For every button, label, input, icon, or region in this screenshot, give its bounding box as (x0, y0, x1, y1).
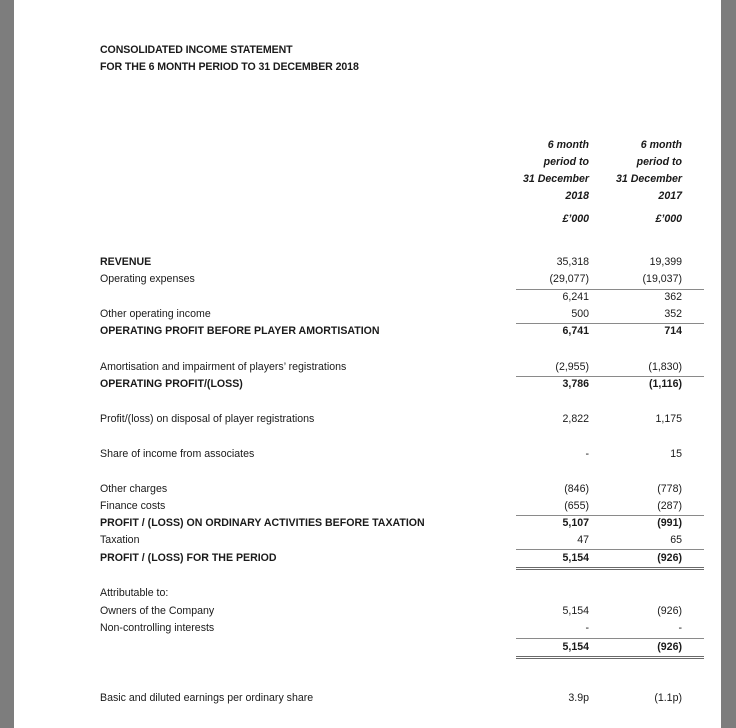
row-label: Profit/(loss) on disposal of player registrations (100, 413, 315, 425)
row-label: Basic and diluted earnings per ordinary share (100, 692, 314, 704)
row-amortisation (100, 359, 700, 376)
row-gross-subtotal (100, 289, 700, 306)
row-profit-for-period (100, 550, 700, 567)
row-other-operating-income (100, 306, 700, 323)
row-label: Share of income from associates (100, 448, 255, 460)
title-line-1: CONSOLIDATED INCOME STATEMENT (100, 44, 293, 56)
value-2018: - (585, 448, 589, 460)
value-2017: (1,830) (648, 361, 682, 373)
row-owners-of-company (100, 603, 700, 620)
value-2018: 35,318 (556, 256, 589, 268)
row-operating-profit-before-amortisation (100, 323, 700, 340)
column-header-2018 (489, 137, 589, 228)
row-other-charges (100, 481, 700, 498)
row-operating-expenses (100, 271, 700, 288)
value-2017: 1,175 (655, 413, 682, 425)
row-label: OPERATING PROFIT BEFORE PLAYER AMORTISATION (100, 325, 380, 337)
title-line-2: FOR THE 6 MONTH PERIOD TO 31 DECEMBER 2018 (100, 61, 359, 73)
row-finance-costs (100, 498, 700, 515)
value-2018: (29,077) (549, 273, 589, 285)
col-header-year: 2018 (565, 190, 589, 202)
row-operating-profit-loss (100, 376, 700, 393)
value-2017: - (678, 622, 682, 634)
value-2017: 714 (664, 325, 682, 337)
col-header-text: 6 month (640, 139, 682, 151)
value-2017: (19,037) (642, 273, 682, 285)
value-2018: (2,955) (555, 361, 589, 373)
column-header-2017 (582, 137, 682, 228)
row-taxation (100, 532, 700, 549)
row-attributable-total (100, 639, 700, 656)
row-label: Operating expenses (100, 273, 195, 285)
value-2017: (926) (657, 641, 682, 653)
total-double-rule (516, 567, 704, 570)
value-2018: 5,154 (562, 641, 589, 653)
row-disposal-of-registrations (100, 411, 700, 428)
value-2017: (778) (657, 483, 682, 495)
col-header-text: period to (543, 156, 589, 168)
row-label: REVENUE (100, 256, 152, 268)
row-share-of-associates (100, 446, 700, 463)
value-2018: 3.9p (568, 692, 589, 704)
value-2018: 2,822 (562, 413, 589, 425)
value-2018: 5,154 (562, 605, 589, 617)
col-header-text: 6 month (547, 139, 589, 151)
value-2017: 19,399 (649, 256, 682, 268)
col-header-text: 31 December (523, 173, 589, 185)
value-2017: 65 (670, 534, 682, 546)
row-label: Non-controlling interests (100, 622, 215, 634)
value-2018: 5,107 (562, 517, 589, 529)
row-non-controlling-interests (100, 620, 700, 637)
value-2017: 352 (664, 308, 682, 320)
col-header-text: 31 December (616, 173, 682, 185)
row-profit-before-taxation (100, 515, 700, 532)
row-label: Taxation (100, 534, 140, 546)
row-earnings-per-share (100, 690, 700, 707)
total-double-rule (516, 656, 704, 659)
row-label: PROFIT / (LOSS) ON ORDINARY ACTIVITIES BEFORE TAXATION (100, 517, 425, 529)
value-2018: 47 (577, 534, 589, 546)
row-label: Finance costs (100, 500, 166, 512)
value-2018: 500 (571, 308, 589, 320)
row-attributable-to (100, 585, 700, 602)
statement-title (100, 42, 359, 76)
row-label: Other charges (100, 483, 168, 495)
row-label: PROFIT / (LOSS) FOR THE PERIOD (100, 552, 277, 564)
row-label: Owners of the Company (100, 605, 215, 617)
value-2018: 6,741 (562, 325, 589, 337)
col-header-unit: £’000 (562, 213, 589, 225)
value-2018: 5,154 (562, 552, 589, 564)
value-2017: (991) (657, 517, 682, 529)
document-page (14, 0, 721, 728)
value-2017: (1,116) (649, 378, 682, 390)
row-label: Attributable to: (100, 587, 169, 599)
value-2017: (926) (657, 605, 682, 617)
col-header-unit: £’000 (655, 213, 682, 225)
value-2018: - (585, 622, 589, 634)
row-label: Other operating income (100, 308, 211, 320)
value-2018: (846) (564, 483, 589, 495)
col-header-text: period to (636, 156, 682, 168)
col-header-year: 2017 (658, 190, 682, 202)
value-2017: (1.1p) (654, 692, 682, 704)
value-2017: 15 (670, 448, 682, 460)
row-revenue (100, 254, 700, 271)
value-2018: 3,786 (562, 378, 589, 390)
value-2017: (926) (657, 552, 682, 564)
value-2018: 6,241 (562, 291, 589, 303)
row-label: OPERATING PROFIT/(LOSS) (100, 378, 243, 390)
value-2017: 362 (664, 291, 682, 303)
row-label: Amortisation and impairment of players’ registrations (100, 361, 347, 373)
value-2018: (655) (564, 500, 589, 512)
value-2017: (287) (657, 500, 682, 512)
